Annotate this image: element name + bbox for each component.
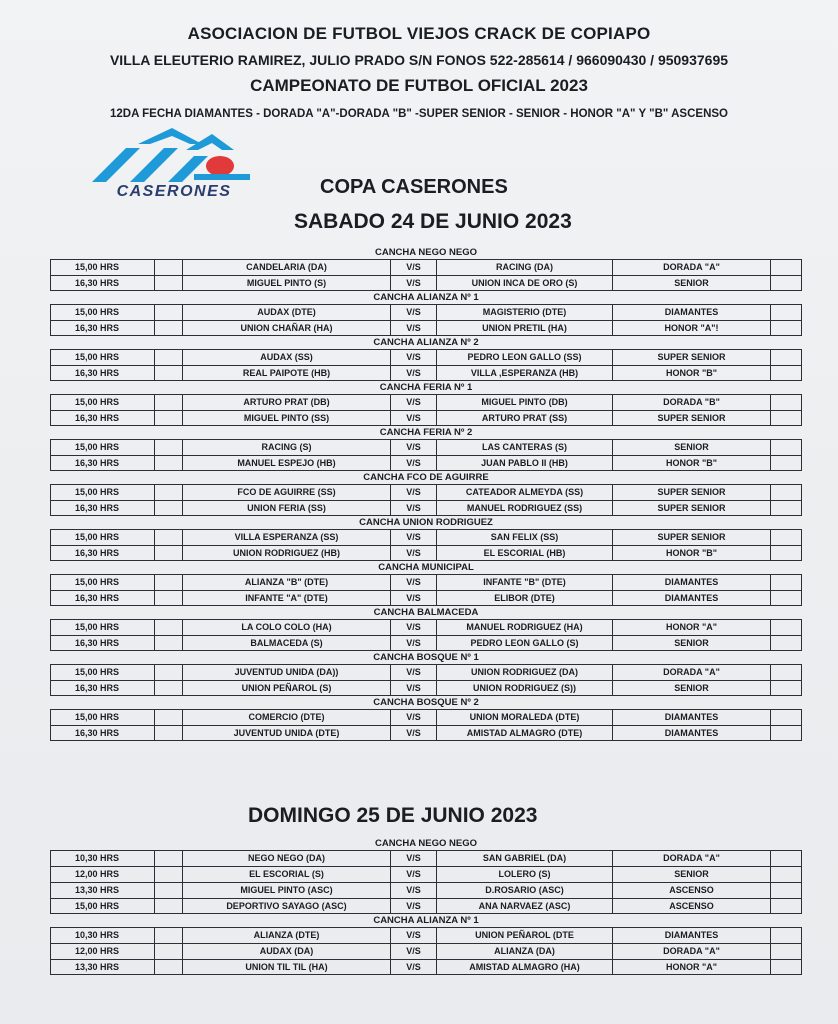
vs-label: V/S: [391, 867, 437, 882]
match-time: 16,30 HRS: [51, 321, 155, 336]
match-category: SENIOR: [613, 681, 771, 696]
match-category: SUPER SENIOR: [613, 350, 771, 365]
match-row: [50, 439, 802, 455]
away-team: LAS CANTERAS (S): [437, 440, 613, 455]
match-row: [50, 365, 802, 381]
home-team: COMERCIO (DTE): [183, 710, 391, 725]
blank-cell: [155, 546, 183, 561]
blank-cell: [771, 726, 801, 741]
blank-cell: [771, 501, 801, 516]
cup-title: COPA CASERONES: [320, 176, 508, 198]
blank-cell: [771, 620, 801, 635]
blank-cell: [155, 321, 183, 336]
venue-title: CANCHA FCO DE AGUIRRE: [363, 472, 489, 483]
match-category: DIAMANTES: [613, 726, 771, 741]
home-team: ARTURO PRAT (DB): [183, 395, 391, 410]
away-team: EL ESCORIAL (HB): [437, 546, 613, 561]
match-row: [50, 927, 802, 943]
home-team: LA COLO COLO (HA): [183, 620, 391, 635]
vs-label: V/S: [391, 546, 437, 561]
blank-cell: [771, 928, 801, 943]
caserones-logo-text: CASERONES: [116, 183, 232, 200]
blank-cell: [771, 575, 801, 590]
venue-title: CANCHA NEGO NEGO: [374, 838, 478, 849]
match-row: [50, 529, 802, 545]
match-category: SUPER SENIOR: [613, 411, 771, 426]
match-row: [50, 500, 802, 516]
match-row: [50, 635, 802, 651]
home-team: UNION FERIA (SS): [183, 501, 391, 516]
away-team: ANA NARVAEZ (ASC): [437, 899, 613, 914]
vs-label: V/S: [391, 636, 437, 651]
blank-cell: [771, 395, 801, 410]
match-category: DIAMANTES: [613, 591, 771, 606]
match-category: ASCENSO: [613, 899, 771, 914]
venue-title: CANCHA FERIA Nº 2: [379, 427, 473, 438]
match-time: 15,00 HRS: [51, 620, 155, 635]
match-category: SUPER SENIOR: [613, 530, 771, 545]
home-team: BALMACEDA (S): [183, 636, 391, 651]
blank-cell: [771, 305, 801, 320]
vs-label: V/S: [391, 726, 437, 741]
blank-cell: [771, 899, 801, 914]
match-category: DIAMANTES: [613, 928, 771, 943]
caserones-logo: [82, 126, 266, 204]
match-category: SENIOR: [613, 440, 771, 455]
vs-label: V/S: [391, 928, 437, 943]
match-time: 13,30 HRS: [51, 883, 155, 898]
away-team: MANUEL RODRIGUEZ (SS): [437, 501, 613, 516]
away-team: CATEADOR ALMEYDA (SS): [437, 485, 613, 500]
vs-label: V/S: [391, 485, 437, 500]
match-time: 12,00 HRS: [51, 944, 155, 959]
away-team: PEDRO LEON GALLO (S): [437, 636, 613, 651]
away-team: UNION RODRIGUEZ (DA): [437, 665, 613, 680]
match-time: 15,00 HRS: [51, 395, 155, 410]
match-row: [50, 259, 802, 275]
away-team: JUAN PABLO II (HB): [437, 456, 613, 471]
match-category: HONOR "A": [613, 620, 771, 635]
home-team: CANDELARIA (DA): [183, 260, 391, 275]
blank-cell: [771, 366, 801, 381]
match-row: [50, 866, 802, 882]
day-title-sunday: DOMINGO 25 DE JUNIO 2023: [248, 804, 538, 827]
match-time: 16,30 HRS: [51, 276, 155, 291]
blank-cell: [155, 710, 183, 725]
blank-cell: [771, 456, 801, 471]
match-category: HONOR "B": [613, 366, 771, 381]
away-team: VILLA ,ESPERANZA (HB): [437, 366, 613, 381]
home-team: AUDAX (SS): [183, 350, 391, 365]
home-team: RACING (S): [183, 440, 391, 455]
match-category: DIAMANTES: [613, 710, 771, 725]
away-team: ELIBOR (DTE): [437, 591, 613, 606]
blank-cell: [155, 620, 183, 635]
vs-label: V/S: [391, 575, 437, 590]
blank-cell: [155, 726, 183, 741]
match-row: [50, 574, 802, 590]
match-row: [50, 590, 802, 606]
match-time: 15,00 HRS: [51, 899, 155, 914]
blank-cell: [155, 276, 183, 291]
match-time: 16,30 HRS: [51, 681, 155, 696]
blank-cell: [155, 395, 183, 410]
match-time: 15,00 HRS: [51, 485, 155, 500]
match-time: 10,30 HRS: [51, 928, 155, 943]
home-team: DEPORTIVO SAYAGO (ASC): [183, 899, 391, 914]
blank-cell: [771, 411, 801, 426]
venue-title: CANCHA NEGO NEGO: [374, 247, 478, 258]
match-row: [50, 304, 802, 320]
vs-label: V/S: [391, 276, 437, 291]
blank-cell: [155, 366, 183, 381]
home-team: JUVENTUD UNIDA (DA)): [183, 665, 391, 680]
blank-cell: [771, 681, 801, 696]
blank-cell: [155, 260, 183, 275]
away-team: PEDRO LEON GALLO (SS): [437, 350, 613, 365]
blank-cell: [771, 665, 801, 680]
blank-cell: [155, 530, 183, 545]
vs-label: V/S: [391, 851, 437, 866]
match-time: 15,00 HRS: [51, 665, 155, 680]
home-team: UNION CHAÑAR (HA): [183, 321, 391, 336]
away-team: MIGUEL PINTO (DB): [437, 395, 613, 410]
blank-cell: [771, 883, 801, 898]
away-team: ALIANZA (DA): [437, 944, 613, 959]
match-category: ASCENSO: [613, 883, 771, 898]
match-time: 16,30 HRS: [51, 591, 155, 606]
match-time: 15,00 HRS: [51, 710, 155, 725]
match-category: SENIOR: [613, 867, 771, 882]
match-time: 15,00 HRS: [51, 440, 155, 455]
venue-title: CANCHA BALMACEDA: [373, 607, 479, 618]
vs-label: V/S: [391, 620, 437, 635]
org-name: ASOCIACION DE FUTBOL VIEJOS CRACK DE COPIAPO: [187, 24, 651, 43]
blank-cell: [771, 546, 801, 561]
vs-label: V/S: [391, 456, 437, 471]
blank-cell: [155, 350, 183, 365]
home-team: AUDAX (DTE): [183, 305, 391, 320]
venue-title: CANCHA ALIANZA Nº 1: [373, 915, 479, 926]
home-team: INFANTE "A" (DTE): [183, 591, 391, 606]
blank-cell: [771, 710, 801, 725]
match-category: DIAMANTES: [613, 305, 771, 320]
match-category: DORADA "A": [613, 944, 771, 959]
vs-label: V/S: [391, 710, 437, 725]
match-time: 16,30 HRS: [51, 726, 155, 741]
match-time: 16,30 HRS: [51, 456, 155, 471]
match-row: [50, 850, 802, 866]
org-address: VILLA ELEUTERIO RAMIREZ, JULIO PRADO S/N FONOS 522-285614 / 966090430 / 950937695: [109, 52, 729, 68]
championship-title: CAMPEONATO DE FUTBOL OFICIAL 2023: [250, 76, 588, 95]
match-time: 16,30 HRS: [51, 411, 155, 426]
home-team: JUVENTUD UNIDA (DTE): [183, 726, 391, 741]
match-row: [50, 545, 802, 561]
away-team: AMISTAD ALMAGRO (DTE): [437, 726, 613, 741]
home-team: UNION RODRIGUEZ (HB): [183, 546, 391, 561]
blank-cell: [155, 867, 183, 882]
home-team: MIGUEL PINTO (SS): [183, 411, 391, 426]
away-team: UNION PRETIL (HA): [437, 321, 613, 336]
vs-label: V/S: [391, 321, 437, 336]
away-team: SAN FELIX (SS): [437, 530, 613, 545]
match-time: 12,00 HRS: [51, 867, 155, 882]
match-row: [50, 455, 802, 471]
blank-cell: [771, 944, 801, 959]
vs-label: V/S: [391, 944, 437, 959]
venue-title: CANCHA ALIANZA Nº 1: [373, 292, 479, 303]
vs-label: V/S: [391, 899, 437, 914]
blank-cell: [771, 636, 801, 651]
home-team: NEGO NEGO (DA): [183, 851, 391, 866]
match-time: 16,30 HRS: [51, 636, 155, 651]
blank-cell: [155, 485, 183, 500]
blank-cell: [155, 591, 183, 606]
venue-title: CANCHA ALIANZA Nº 2: [373, 337, 479, 348]
blank-cell: [771, 440, 801, 455]
home-team: AUDAX (DA): [183, 944, 391, 959]
vs-label: V/S: [391, 501, 437, 516]
blank-cell: [771, 350, 801, 365]
vs-label: V/S: [391, 305, 437, 320]
blank-cell: [155, 456, 183, 471]
match-category: HONOR "A"!: [613, 321, 771, 336]
venue-title: CANCHA BOSQUE Nº 1: [373, 652, 479, 663]
match-category: HONOR "B": [613, 456, 771, 471]
blank-cell: [771, 260, 801, 275]
away-team: ARTURO PRAT (SS): [437, 411, 613, 426]
match-row: [50, 898, 802, 914]
match-row: [50, 275, 802, 291]
match-time: 15,00 HRS: [51, 260, 155, 275]
away-team: D.ROSARIO (ASC): [437, 883, 613, 898]
home-team: EL ESCORIAL (S): [183, 867, 391, 882]
match-row: [50, 709, 802, 725]
blank-cell: [155, 883, 183, 898]
match-category: SUPER SENIOR: [613, 501, 771, 516]
match-row: [50, 664, 802, 680]
vs-label: V/S: [391, 530, 437, 545]
venue-title: CANCHA MUNICIPAL: [378, 562, 474, 573]
vs-label: V/S: [391, 411, 437, 426]
home-team: MANUEL ESPEJO (HB): [183, 456, 391, 471]
venue-title: CANCHA BOSQUE Nº 2: [373, 697, 479, 708]
blank-cell: [155, 440, 183, 455]
match-category: DORADA "A": [613, 851, 771, 866]
blank-cell: [771, 960, 801, 975]
match-row: [50, 882, 802, 898]
blank-cell: [155, 575, 183, 590]
match-time: 16,30 HRS: [51, 546, 155, 561]
blank-cell: [771, 321, 801, 336]
vs-label: V/S: [391, 883, 437, 898]
vs-label: V/S: [391, 665, 437, 680]
away-team: LOLERO (S): [437, 867, 613, 882]
venue-title: CANCHA UNION RODRIGUEZ: [359, 517, 493, 528]
match-row: [50, 725, 802, 741]
match-time: 13,30 HRS: [51, 960, 155, 975]
blank-cell: [155, 899, 183, 914]
match-row: [50, 484, 802, 500]
away-team: RACING (DA): [437, 260, 613, 275]
home-team: VILLA ESPERANZA (SS): [183, 530, 391, 545]
blank-cell: [155, 411, 183, 426]
away-team: AMISTAD ALMAGRO (HA): [437, 960, 613, 975]
blank-cell: [771, 485, 801, 500]
match-row: [50, 959, 802, 975]
away-team: MAGISTERIO (DTE): [437, 305, 613, 320]
home-team: MIGUEL PINTO (S): [183, 276, 391, 291]
vs-label: V/S: [391, 681, 437, 696]
home-team: ALIANZA (DTE): [183, 928, 391, 943]
match-row: [50, 320, 802, 336]
blank-cell: [771, 591, 801, 606]
blank-cell: [155, 928, 183, 943]
match-row: [50, 619, 802, 635]
vs-label: V/S: [391, 366, 437, 381]
blank-cell: [771, 851, 801, 866]
away-team: MANUEL RODRIGUEZ (HA): [437, 620, 613, 635]
vs-label: V/S: [391, 350, 437, 365]
blank-cell: [155, 960, 183, 975]
blank-cell: [771, 276, 801, 291]
away-team: SAN GABRIEL (DA): [437, 851, 613, 866]
blank-cell: [155, 665, 183, 680]
match-time: 16,30 HRS: [51, 501, 155, 516]
match-category: DORADA "B": [613, 395, 771, 410]
home-team: REAL PAIPOTE (HB): [183, 366, 391, 381]
blank-cell: [771, 530, 801, 545]
blank-cell: [155, 944, 183, 959]
home-team: ALIANZA "B" (DTE): [183, 575, 391, 590]
blank-cell: [155, 681, 183, 696]
match-category: SENIOR: [613, 276, 771, 291]
match-category: HONOR "A": [613, 960, 771, 975]
match-row: [50, 680, 802, 696]
caserones-logo-mark-icon: [82, 126, 266, 186]
match-category: SUPER SENIOR: [613, 485, 771, 500]
match-row: [50, 394, 802, 410]
blank-cell: [771, 867, 801, 882]
match-time: 15,00 HRS: [51, 575, 155, 590]
away-team: UNION MORALEDA (DTE): [437, 710, 613, 725]
vs-label: V/S: [391, 260, 437, 275]
match-time: 16,30 HRS: [51, 366, 155, 381]
away-team: UNION RODRIGUEZ (S)): [437, 681, 613, 696]
blank-cell: [155, 636, 183, 651]
home-team: FCO DE AGUIRRE (SS): [183, 485, 391, 500]
match-row: [50, 943, 802, 959]
away-team: UNION PEÑAROL (DTE: [437, 928, 613, 943]
match-category: DORADA "A": [613, 260, 771, 275]
away-team: UNION INCA DE ORO (S): [437, 276, 613, 291]
blank-cell: [155, 851, 183, 866]
match-time: 15,00 HRS: [51, 305, 155, 320]
away-team: INFANTE "B" (DTE): [437, 575, 613, 590]
blank-cell: [155, 305, 183, 320]
vs-label: V/S: [391, 395, 437, 410]
match-category: HONOR "B": [613, 546, 771, 561]
match-category: DORADA "A": [613, 665, 771, 680]
day-title-saturday: SABADO 24 DE JUNIO 2023: [294, 210, 572, 233]
match-category: SENIOR: [613, 636, 771, 651]
home-team: MIGUEL PINTO (ASC): [183, 883, 391, 898]
match-time: 10,30 HRS: [51, 851, 155, 866]
vs-label: V/S: [391, 440, 437, 455]
match-time: 15,00 HRS: [51, 530, 155, 545]
home-team: UNION TIL TIL (HA): [183, 960, 391, 975]
blank-cell: [155, 501, 183, 516]
vs-label: V/S: [391, 591, 437, 606]
round-subtitle: 12DA FECHA DIAMANTES - DORADA "A"-DORADA "B" -SUPER SENIOR - SENIOR - HONOR "A" Y "B" ASCENSO: [109, 108, 729, 120]
match-row: [50, 410, 802, 426]
home-team: UNION PEÑAROL (S): [183, 681, 391, 696]
match-category: DIAMANTES: [613, 575, 771, 590]
vs-label: V/S: [391, 960, 437, 975]
venue-title: CANCHA FERIA Nº 1: [379, 382, 473, 393]
match-row: [50, 349, 802, 365]
match-time: 15,00 HRS: [51, 350, 155, 365]
